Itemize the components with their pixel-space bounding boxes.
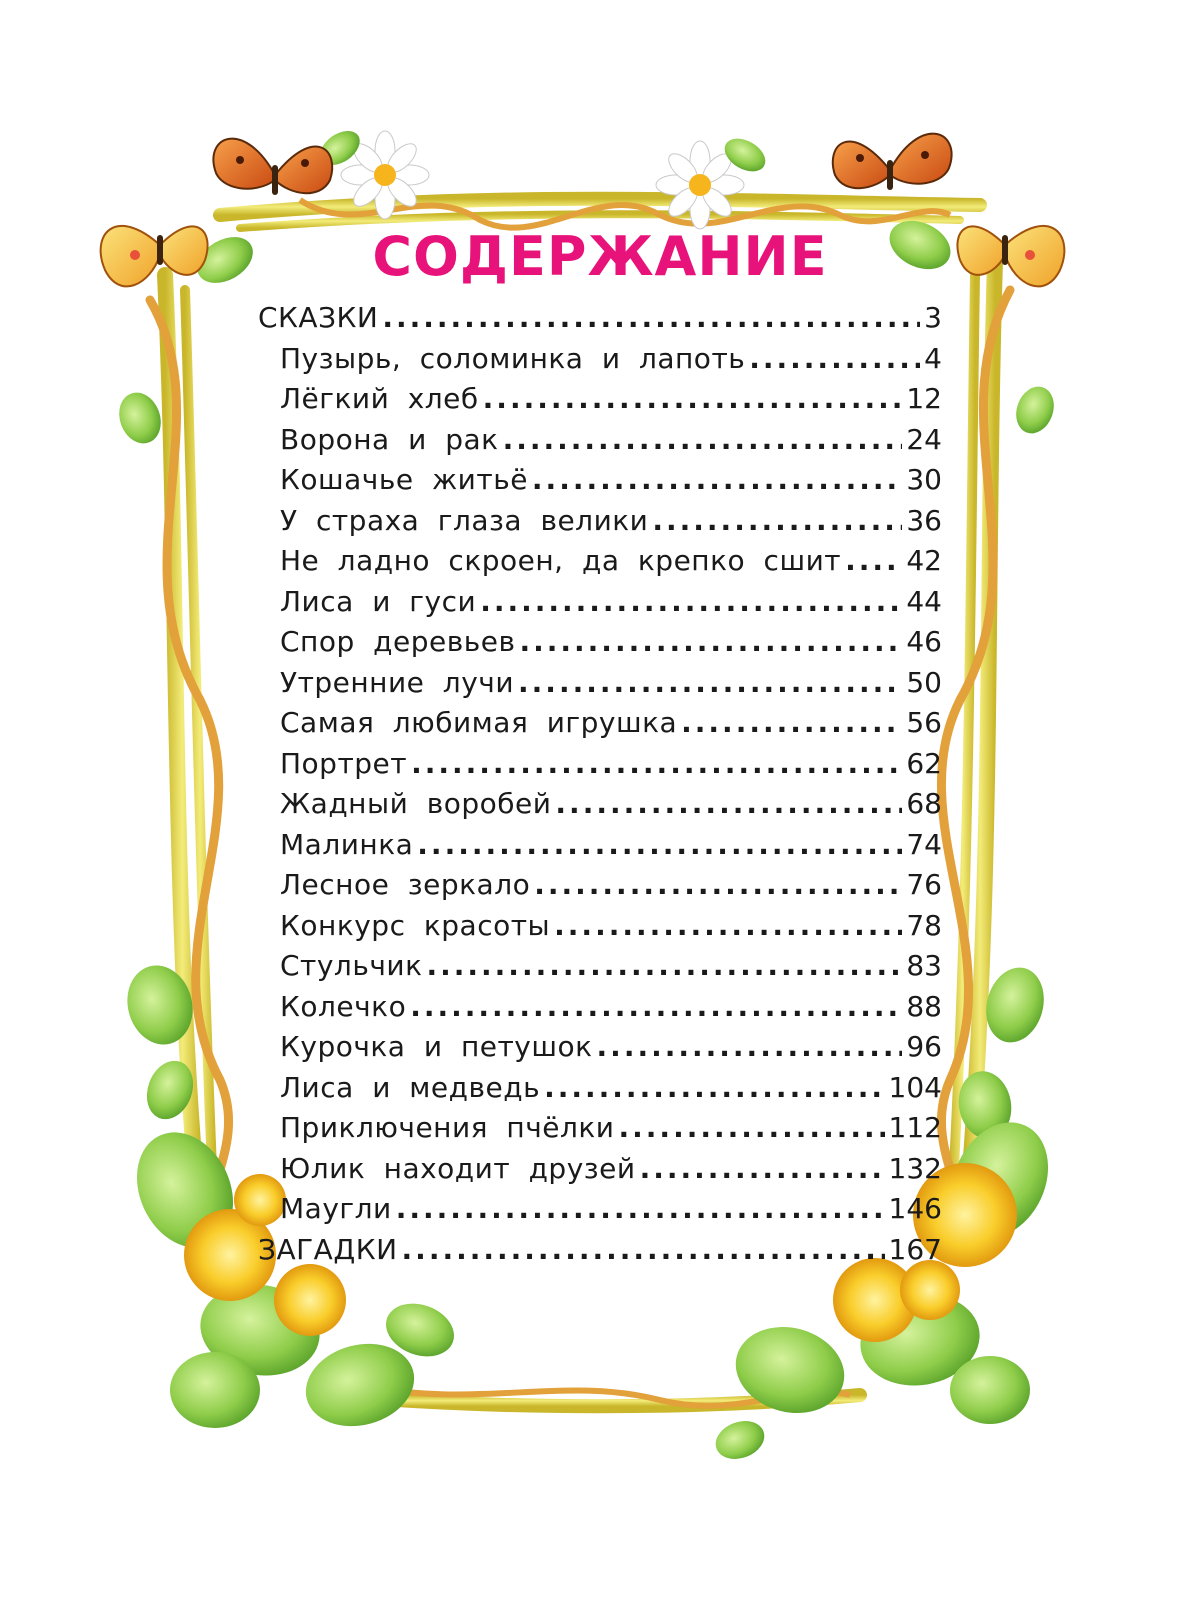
toc-entry[interactable] xyxy=(258,744,942,785)
toc-page-number: 83 xyxy=(906,949,942,982)
dot-leader xyxy=(554,906,902,947)
dot-leader xyxy=(532,460,902,501)
toc-entry[interactable] xyxy=(258,420,942,461)
dot-leader xyxy=(544,1068,884,1109)
toc-page-number: 104 xyxy=(888,1070,942,1104)
toc-entry-title: Спор деревьев xyxy=(280,625,516,658)
dot-leader xyxy=(396,1189,885,1230)
dot-leader xyxy=(417,825,902,866)
toc-entry[interactable] xyxy=(258,460,942,501)
toc-entry[interactable] xyxy=(258,987,942,1028)
toc-page-number: 88 xyxy=(906,989,942,1023)
dot-leader xyxy=(845,541,902,582)
toc-entry-title: ЗАГАДКИ xyxy=(258,1232,398,1266)
toc-entry[interactable] xyxy=(258,1068,942,1109)
toc-entry-title: Малинка xyxy=(280,827,414,861)
toc-entry-title: Юлик находит друзей xyxy=(280,1151,636,1185)
toc-page-number: 3 xyxy=(924,301,942,334)
toc-entry[interactable] xyxy=(258,501,942,542)
toc-page-number: 132 xyxy=(888,1151,942,1185)
dot-leader xyxy=(480,582,902,623)
toc-page-number: 68 xyxy=(906,787,942,820)
dot-leader xyxy=(555,784,902,825)
toc-page-number: 74 xyxy=(906,827,942,861)
toc-entry[interactable] xyxy=(258,1149,942,1190)
toc-page-number: 76 xyxy=(906,868,942,901)
toc-entry[interactable] xyxy=(258,784,942,825)
toc-entry[interactable] xyxy=(258,663,942,704)
toc-entry-title: Приключения пчёлки xyxy=(280,1111,615,1144)
dot-leader xyxy=(518,663,902,704)
toc-page-number: 30 xyxy=(906,463,942,496)
toc-page-number: 146 xyxy=(888,1192,942,1225)
toc-entry[interactable] xyxy=(258,865,942,906)
toc-entry-title: Курочка и петушок xyxy=(280,1030,593,1063)
dot-leader xyxy=(411,744,902,785)
dot-leader xyxy=(640,1149,885,1190)
dot-leader xyxy=(597,1027,903,1068)
toc-page-number: 12 xyxy=(906,382,942,415)
table-of-contents xyxy=(258,298,942,1270)
dot-leader xyxy=(402,1230,885,1271)
toc-entry-title: Портрет xyxy=(280,746,408,780)
dot-leader xyxy=(681,703,902,744)
toc-section[interactable] xyxy=(258,1230,942,1271)
toc-entry[interactable] xyxy=(258,582,942,623)
dot-leader xyxy=(426,946,902,987)
toc-page-number: 62 xyxy=(906,746,942,780)
toc-page-number: 167 xyxy=(888,1232,942,1266)
toc-entry-title: Конкурс красоты xyxy=(280,908,551,942)
toc-entry[interactable] xyxy=(258,825,942,866)
toc-page-number: 24 xyxy=(906,422,942,456)
toc-entry[interactable] xyxy=(258,1189,942,1230)
toc-page-number: 44 xyxy=(906,584,942,618)
toc-entry[interactable] xyxy=(258,622,942,663)
toc-entry[interactable] xyxy=(258,1108,942,1149)
dot-leader xyxy=(619,1108,885,1149)
toc-section[interactable] xyxy=(258,298,942,339)
top-vine xyxy=(220,199,980,228)
toc-entry-title: Лиса и медведь xyxy=(280,1070,541,1104)
toc-page-number: 36 xyxy=(906,503,942,537)
toc-entry-title: Стульчик xyxy=(280,949,423,982)
dot-leader xyxy=(652,501,902,542)
toc-entry-title: Лиса и гуси xyxy=(280,584,477,618)
toc-entry[interactable] xyxy=(258,379,942,420)
toc-entry-title: Самая любимая игрушка xyxy=(280,706,678,739)
toc-entry-title: Ворона и рак xyxy=(280,422,499,456)
toc-page-number: 56 xyxy=(906,706,942,739)
dot-leader xyxy=(749,339,920,380)
toc-page-number: 4 xyxy=(924,341,942,375)
toc-page-number: 96 xyxy=(906,1030,942,1063)
toc-page-number: 50 xyxy=(906,665,942,699)
toc-entry[interactable] xyxy=(258,906,942,947)
toc-entry[interactable] xyxy=(258,541,942,582)
toc-entry-title: Жадный воробей xyxy=(280,787,552,820)
toc-entry[interactable] xyxy=(258,946,942,987)
toc-entry-title: Лёгкий хлеб xyxy=(280,382,479,415)
toc-page-number: 42 xyxy=(906,544,942,577)
toc-page-number: 112 xyxy=(888,1111,942,1144)
toc-entry[interactable] xyxy=(258,1027,942,1068)
toc-entry-title: Маугли xyxy=(280,1192,392,1225)
toc-entry-title: Не ладно скроен, да крепко сшит xyxy=(280,544,842,577)
toc-entry-title: СКАЗКИ xyxy=(258,301,379,334)
page-title: СОДЕРЖАНИЕ xyxy=(372,225,828,288)
toc-entry-title: Лесное зеркало xyxy=(280,868,531,901)
toc-entry-title: У страха глаза велики xyxy=(280,503,649,537)
toc-entry-title: Кошачье житьё xyxy=(280,463,528,496)
toc-entry-title: Пузырь, соломинка и лапоть xyxy=(280,341,746,375)
dot-leader xyxy=(382,298,920,339)
dot-leader xyxy=(534,865,902,906)
toc-page-number: 46 xyxy=(906,625,942,658)
toc-entry[interactable] xyxy=(258,703,942,744)
dot-leader xyxy=(503,420,903,461)
dot-leader xyxy=(410,987,902,1028)
toc-entry-title: Колечко xyxy=(280,989,407,1023)
dot-leader xyxy=(483,379,903,420)
toc-entry[interactable] xyxy=(258,339,942,380)
toc-entry-title: Утренние лучи xyxy=(280,665,515,699)
dot-leader xyxy=(519,622,902,663)
toc-page-number: 78 xyxy=(906,908,942,942)
